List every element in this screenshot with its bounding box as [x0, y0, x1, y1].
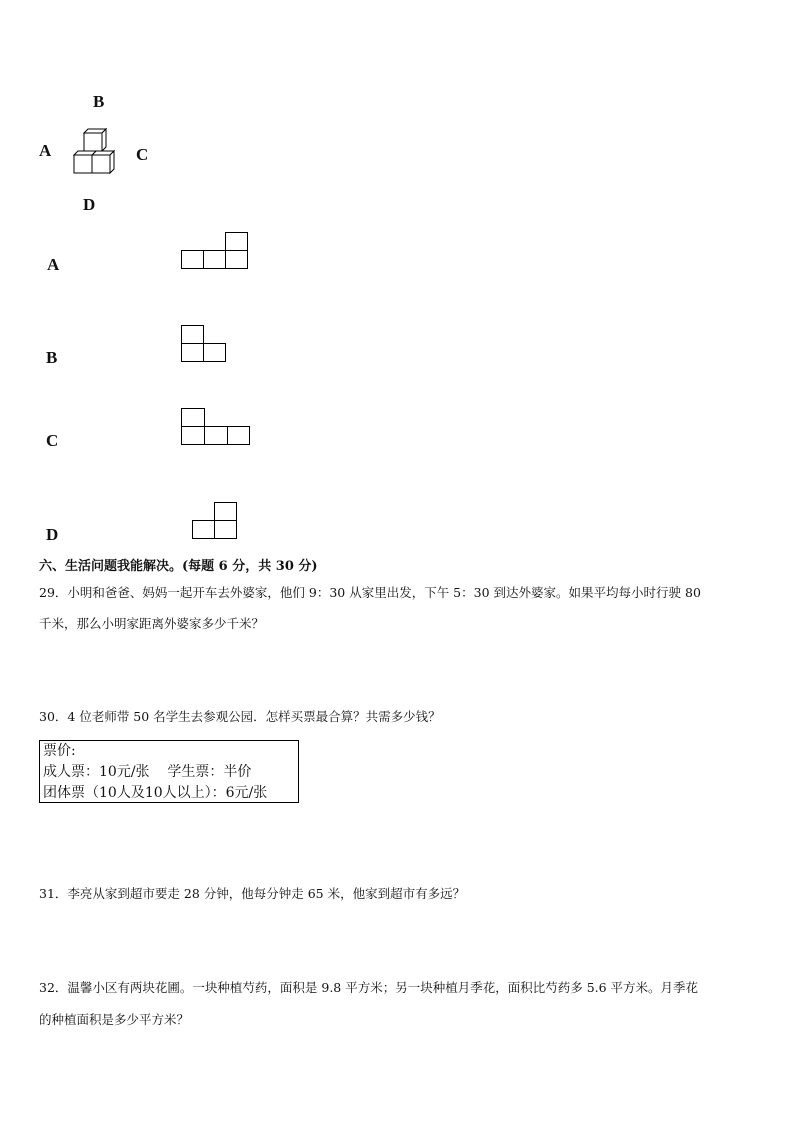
view-shape-c: [180, 408, 252, 448]
question-29-line1: 29．小明和爸爸、妈妈一起开车去外婆家，他们 9：30 从家里出发，下午 5：30 到达外婆家。如果平均每小时行驶 80: [39, 585, 701, 600]
question-32-line1: 32．温馨小区有两块花圃。一块种植芍药，面积是 9.8 平方米；另一块种植月季花，面积比芍药多 5.6 平方米。月季花: [39, 980, 699, 995]
question-30-text: 30．4 位老师带 50 名学生去参观公园．怎样买票最合算？共需多少钱？: [39, 709, 441, 724]
price-box-group: 团体票（10人及10人以上）：6元/张: [43, 785, 268, 801]
price-box-adult-student: 成人票：10元/张 学生票：半价: [43, 764, 252, 780]
question-29-line2: 千米，那么小明家距离外婆家多少千米？: [39, 616, 265, 631]
option-letter-a: A: [47, 255, 60, 274]
view-shape-d: [191, 502, 241, 542]
ticket-price-box: [39, 740, 299, 803]
question-31-text: 31．李亮从家到超市要走 28 分钟，他每分钟走 65 米，他家到超市有多远？: [39, 886, 466, 901]
view-shape-a: [180, 232, 250, 272]
price-box-heading: 票价:: [43, 743, 76, 759]
option-letter-d: D: [46, 525, 59, 544]
solid-label-left: A: [39, 141, 52, 160]
view-shape-b: [180, 325, 230, 365]
solid-label-top: B: [93, 92, 105, 111]
section-heading: 六、生活问题我能解决。(每题 6 分，共 30 分): [39, 559, 318, 574]
option-letter-b: B: [46, 348, 58, 367]
cube-stack-figure: [70, 124, 122, 180]
solid-label-bottom: D: [83, 195, 96, 214]
question-32-line2: 的种植面积是多少平方米？: [39, 1012, 190, 1027]
solid-label-right: C: [136, 145, 149, 164]
option-letter-c: C: [46, 431, 59, 450]
